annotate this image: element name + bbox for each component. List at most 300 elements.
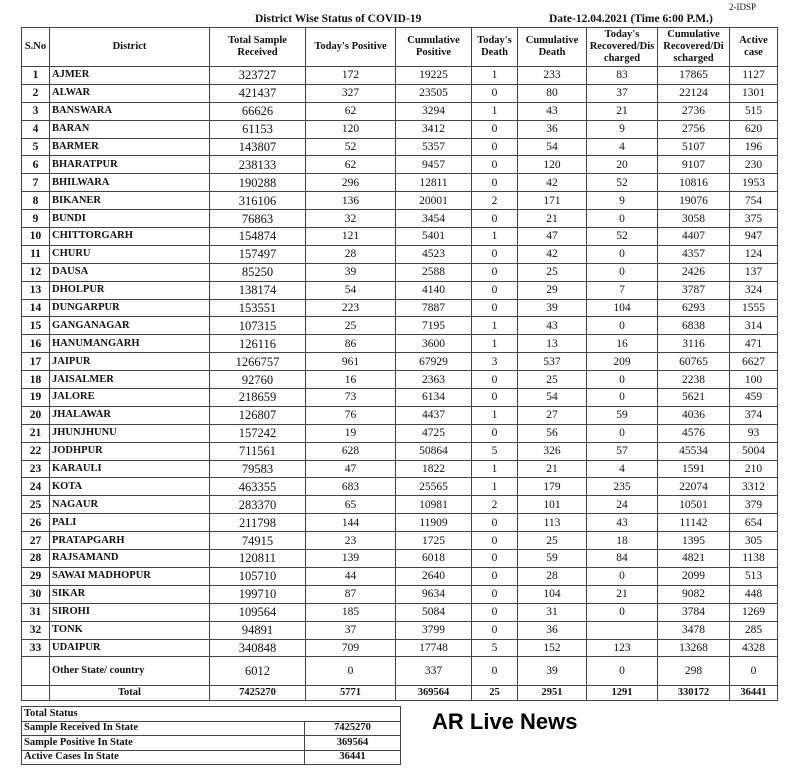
total-sample: 126807: [210, 406, 306, 424]
table-row: [22, 550, 778, 568]
cumulative-death: 29: [518, 281, 587, 299]
cumulative-positive: 3799: [396, 621, 472, 639]
serial-number: 20: [22, 406, 50, 424]
active-cases: 374: [730, 406, 778, 424]
serial-number: 12: [22, 263, 50, 281]
table-row: [22, 603, 778, 621]
cumulative-death: 25: [518, 263, 587, 281]
total-today-positive: 5771: [306, 686, 396, 701]
active-cases: 3312: [730, 478, 778, 496]
active-cases: 515: [730, 102, 778, 120]
district-status-table: [21, 27, 778, 701]
table-row: [22, 299, 778, 317]
total-sample: 1266757: [210, 353, 306, 371]
district-name: NAGAUR: [50, 496, 210, 514]
active-cases: 196: [730, 138, 778, 156]
cumulative-positive: 1725: [396, 532, 472, 550]
cumulative-positive: 7887: [396, 299, 472, 317]
today-positive: 296: [306, 174, 396, 192]
total-cumulative-recovered: 330172: [658, 686, 730, 701]
cumulative-positive: 25565: [396, 478, 472, 496]
table-body: [22, 67, 778, 701]
active-cases: 947: [730, 228, 778, 246]
today-positive: 120: [306, 120, 396, 138]
cumulative-death: 43: [518, 317, 587, 335]
today-positive: 52: [306, 138, 396, 156]
district-name: DUNGARPUR: [50, 299, 210, 317]
cumulative-death: 80: [518, 84, 587, 102]
district-name: JHUNJHUNU: [50, 424, 210, 442]
cumulative-death: 42: [518, 174, 587, 192]
today-death: 0: [472, 299, 518, 317]
table-row: [22, 496, 778, 514]
today-recovered: 84: [587, 550, 658, 568]
today-death: 1: [472, 460, 518, 478]
serial-number: 28: [22, 550, 50, 568]
today-death: 1: [472, 67, 518, 85]
cumulative-positive: 3454: [396, 210, 472, 228]
cumulative-positive: 12811: [396, 174, 472, 192]
cumulative-death: 28: [518, 567, 587, 585]
cumulative-positive: 4523: [396, 245, 472, 263]
cumulative-positive: 5357: [396, 138, 472, 156]
cumulative-death: 326: [518, 442, 587, 460]
today-positive: 54: [306, 281, 396, 299]
cumulative-positive: 17748: [396, 639, 472, 657]
table-row: [22, 281, 778, 299]
today-recovered: 83: [587, 67, 658, 85]
total-sample: 138174: [210, 281, 306, 299]
active-cases: 379: [730, 496, 778, 514]
table-row: [22, 585, 778, 603]
cumulative-death: 42: [518, 245, 587, 263]
cumulative-death: 56: [518, 424, 587, 442]
serial-number: 33: [22, 639, 50, 657]
table-row: [22, 639, 778, 657]
cumulative-positive: 2640: [396, 567, 472, 585]
total-sample: 126116: [210, 335, 306, 353]
serial-number: 32: [22, 621, 50, 639]
today-death: 0: [472, 532, 518, 550]
brand-watermark: AR Live News: [432, 709, 578, 734]
active-cases: 1555: [730, 299, 778, 317]
cumulative-recovered: 5107: [658, 138, 730, 156]
serial-number: 11: [22, 245, 50, 263]
district-name: JAISALMER: [50, 371, 210, 389]
serial-number: 21: [22, 424, 50, 442]
today-recovered: 0: [587, 657, 658, 686]
active-cases: 4328: [730, 639, 778, 657]
today-death: 0: [472, 603, 518, 621]
serial-number: 14: [22, 299, 50, 317]
today-death: 0: [472, 550, 518, 568]
today-positive: 76: [306, 406, 396, 424]
today-positive: 28: [306, 245, 396, 263]
district-name: PALI: [50, 514, 210, 532]
total-status-row: [22, 721, 401, 736]
total-sample: 74915: [210, 532, 306, 550]
total-sample: 6012: [210, 657, 306, 686]
today-recovered: 21: [587, 585, 658, 603]
today-death: 0: [472, 174, 518, 192]
today-death: 0: [472, 657, 518, 686]
table-row: [22, 406, 778, 424]
cumulative-recovered: 2426: [658, 263, 730, 281]
table-row: [22, 263, 778, 281]
cumulative-positive: 23505: [396, 84, 472, 102]
cumulative-recovered: 4576: [658, 424, 730, 442]
total-sample: 66626: [210, 102, 306, 120]
district-name: DHOLPUR: [50, 281, 210, 299]
table-row: [22, 371, 778, 389]
active-cases: 285: [730, 621, 778, 639]
cumulative-recovered: 22074: [658, 478, 730, 496]
today-positive: 39: [306, 263, 396, 281]
serial-number: 9: [22, 210, 50, 228]
active-cases: 375: [730, 210, 778, 228]
active-cases: 230: [730, 156, 778, 174]
cumulative-death: 113: [518, 514, 587, 532]
today-positive: 62: [306, 156, 396, 174]
table-row: [22, 389, 778, 407]
today-positive: 961: [306, 353, 396, 371]
total-sample: 199710: [210, 585, 306, 603]
cumulative-recovered: 4407: [658, 228, 730, 246]
district-name: PRATAPGARH: [50, 532, 210, 550]
cumulative-positive: 3412: [396, 120, 472, 138]
total-sample: 120811: [210, 550, 306, 568]
cumulative-recovered: 4036: [658, 406, 730, 424]
total-sample: 283370: [210, 496, 306, 514]
cumulative-death: 25: [518, 532, 587, 550]
table-row: [22, 460, 778, 478]
district-name: BANSWARA: [50, 102, 210, 120]
cumulative-positive: 1822: [396, 460, 472, 478]
active-cases: 324: [730, 281, 778, 299]
cumulative-recovered: 2238: [658, 371, 730, 389]
serial-number: 19: [22, 389, 50, 407]
active-cases: 448: [730, 585, 778, 603]
serial-number: 29: [22, 567, 50, 585]
serial-number: 22: [22, 442, 50, 460]
table-row: [22, 102, 778, 120]
cumulative-death: 39: [518, 299, 587, 317]
cumulative-death: 233: [518, 67, 587, 85]
active-cases: 754: [730, 192, 778, 210]
total-sample: 340848: [210, 639, 306, 657]
serial-number: 17: [22, 353, 50, 371]
serial-number: 10: [22, 228, 50, 246]
table-row: [22, 228, 778, 246]
cumulative-positive: 4725: [396, 424, 472, 442]
today-recovered: 123: [587, 639, 658, 657]
cumulative-recovered: 4821: [658, 550, 730, 568]
today-death: 1: [472, 478, 518, 496]
total-sample: 76863: [210, 210, 306, 228]
cumulative-death: 43: [518, 102, 587, 120]
cumulative-positive: 20001: [396, 192, 472, 210]
active-cases: 210: [730, 460, 778, 478]
today-death: 1: [472, 317, 518, 335]
today-death: 0: [472, 84, 518, 102]
active-cases: 5004: [730, 442, 778, 460]
today-positive: 144: [306, 514, 396, 532]
total-status-row: [22, 750, 401, 765]
total-sample: 711561: [210, 442, 306, 460]
total-sample: 107315: [210, 317, 306, 335]
today-recovered: 0: [587, 389, 658, 407]
today-positive: 121: [306, 228, 396, 246]
serial-number: 3: [22, 102, 50, 120]
table-row-total: [22, 686, 778, 701]
today-recovered: 0: [587, 424, 658, 442]
today-positive: 185: [306, 603, 396, 621]
today-death: 2: [472, 496, 518, 514]
cumulative-positive: 10981: [396, 496, 472, 514]
status-label: Sample Positive In State: [22, 736, 305, 751]
serial-number: 25: [22, 496, 50, 514]
total-status-heading: Total Status: [22, 707, 401, 722]
total-sample: 190288: [210, 174, 306, 192]
cumulative-recovered: 9082: [658, 585, 730, 603]
table-header-row: [22, 28, 778, 67]
total-sample: 94891: [210, 621, 306, 639]
total-sample: 85250: [210, 263, 306, 281]
serial-number: 6: [22, 156, 50, 174]
total-total-sample: 7425270: [210, 686, 306, 701]
district-name: BARMER: [50, 138, 210, 156]
today-death: 0: [472, 281, 518, 299]
active-cases: 137: [730, 263, 778, 281]
col-header: S.No: [22, 28, 50, 67]
serial-number: [22, 657, 50, 686]
today-recovered: 4: [587, 138, 658, 156]
total-sample: 105710: [210, 567, 306, 585]
serial-number: 8: [22, 192, 50, 210]
col-header: Today's Recovered/Dis charged: [587, 28, 658, 67]
district-name: Other State/ country: [50, 657, 210, 686]
active-cases: 513: [730, 567, 778, 585]
district-name: SIROHI: [50, 603, 210, 621]
district-name: CHITTORGARH: [50, 228, 210, 246]
table-row: [22, 567, 778, 585]
cumulative-recovered: 2756: [658, 120, 730, 138]
district-name: UDAIPUR: [50, 639, 210, 657]
today-death: 0: [472, 424, 518, 442]
total-sample: 157497: [210, 245, 306, 263]
table-row-other-state: [22, 657, 778, 686]
cumulative-death: 179: [518, 478, 587, 496]
today-recovered: 4: [587, 460, 658, 478]
serial-number: 15: [22, 317, 50, 335]
col-header: Active case: [730, 28, 778, 67]
serial-number: 27: [22, 532, 50, 550]
district-name: RAJSAMAND: [50, 550, 210, 568]
total-sample: 421437: [210, 84, 306, 102]
cumulative-death: 104: [518, 585, 587, 603]
active-cases: 1953: [730, 174, 778, 192]
active-cases: 1138: [730, 550, 778, 568]
cumulative-death: 120: [518, 156, 587, 174]
today-recovered: 16: [587, 335, 658, 353]
col-header: District: [50, 28, 210, 67]
status-value: 369564: [305, 736, 401, 751]
cumulative-death: 27: [518, 406, 587, 424]
serial-number: 13: [22, 281, 50, 299]
total-today-recovered: 1291: [587, 686, 658, 701]
total-sample: 218659: [210, 389, 306, 407]
today-death: 0: [472, 514, 518, 532]
today-recovered: 0: [587, 317, 658, 335]
total-label: Total: [50, 686, 210, 701]
today-positive: 65: [306, 496, 396, 514]
today-positive: 37: [306, 621, 396, 639]
active-cases: 654: [730, 514, 778, 532]
cumulative-positive: 337: [396, 657, 472, 686]
today-death: 1: [472, 102, 518, 120]
report-title: District Wise Status of COVID-19: [255, 13, 422, 25]
total-sample: 153551: [210, 299, 306, 317]
cumulative-recovered: 6293: [658, 299, 730, 317]
serial-number: [22, 686, 50, 701]
today-death: 0: [472, 371, 518, 389]
active-cases: 1127: [730, 67, 778, 85]
today-recovered: [587, 621, 658, 639]
total-sample: 79583: [210, 460, 306, 478]
cumulative-death: 171: [518, 192, 587, 210]
today-recovered: 18: [587, 532, 658, 550]
today-death: 0: [472, 389, 518, 407]
cumulative-recovered: 3784: [658, 603, 730, 621]
today-positive: 628: [306, 442, 396, 460]
cumulative-death: 47: [518, 228, 587, 246]
cumulative-positive: 6134: [396, 389, 472, 407]
today-death: 0: [472, 263, 518, 281]
today-positive: 19: [306, 424, 396, 442]
active-cases: 459: [730, 389, 778, 407]
serial-number: 26: [22, 514, 50, 532]
active-cases: 1269: [730, 603, 778, 621]
cumulative-recovered: 4357: [658, 245, 730, 263]
today-recovered: 21: [587, 102, 658, 120]
today-death: 2: [472, 192, 518, 210]
cumulative-positive: 9457: [396, 156, 472, 174]
today-positive: 87: [306, 585, 396, 603]
table-row: [22, 335, 778, 353]
col-header: Cumulative Recovered/Di scharged: [658, 28, 730, 67]
active-cases: 100: [730, 371, 778, 389]
total-sample: 463355: [210, 478, 306, 496]
table-row: [22, 138, 778, 156]
today-positive: 32: [306, 210, 396, 228]
district-name: ALWAR: [50, 84, 210, 102]
active-cases: 471: [730, 335, 778, 353]
cumulative-death: 152: [518, 639, 587, 657]
district-name: BHARATPUR: [50, 156, 210, 174]
col-header: Cumulative Death: [518, 28, 587, 67]
today-recovered: 24: [587, 496, 658, 514]
total-sample: 316106: [210, 192, 306, 210]
total-today-death: 25: [472, 686, 518, 701]
cumulative-positive: 4140: [396, 281, 472, 299]
cumulative-death: 13: [518, 335, 587, 353]
district-name: TONK: [50, 621, 210, 639]
table-row: [22, 245, 778, 263]
cumulative-death: 31: [518, 603, 587, 621]
today-positive: 25: [306, 317, 396, 335]
today-recovered: 59: [587, 406, 658, 424]
total-sample: 61153: [210, 120, 306, 138]
cumulative-positive: 9634: [396, 585, 472, 603]
today-death: 0: [472, 210, 518, 228]
table-row: [22, 353, 778, 371]
table-row: [22, 120, 778, 138]
cumulative-positive: 2588: [396, 263, 472, 281]
active-cases: 305: [730, 532, 778, 550]
cumulative-positive: 11909: [396, 514, 472, 532]
total-cumulative-positive: 369564: [396, 686, 472, 701]
today-death: 0: [472, 120, 518, 138]
cumulative-recovered: 3058: [658, 210, 730, 228]
total-sample: 238133: [210, 156, 306, 174]
cumulative-recovered: 3478: [658, 621, 730, 639]
cumulative-positive: 67929: [396, 353, 472, 371]
today-recovered: 0: [587, 263, 658, 281]
district-name: JHALAWAR: [50, 406, 210, 424]
today-recovered: 209: [587, 353, 658, 371]
district-name: AJMER: [50, 67, 210, 85]
today-positive: 0: [306, 657, 396, 686]
cumulative-positive: 2363: [396, 371, 472, 389]
today-death: 0: [472, 138, 518, 156]
today-positive: 683: [306, 478, 396, 496]
serial-number: 1: [22, 67, 50, 85]
district-name: JAIPUR: [50, 353, 210, 371]
today-positive: 327: [306, 84, 396, 102]
serial-number: 31: [22, 603, 50, 621]
table-row: [22, 442, 778, 460]
today-recovered: 57: [587, 442, 658, 460]
total-sample: 92760: [210, 371, 306, 389]
total-sample: 109564: [210, 603, 306, 621]
today-positive: 86: [306, 335, 396, 353]
district-name: JODHPUR: [50, 442, 210, 460]
district-name: HANUMANGARH: [50, 335, 210, 353]
today-recovered: 7: [587, 281, 658, 299]
total-sample: 154874: [210, 228, 306, 246]
today-recovered: 37: [587, 84, 658, 102]
cumulative-positive: 19225: [396, 67, 472, 85]
today-death: 0: [472, 621, 518, 639]
today-recovered: 0: [587, 603, 658, 621]
report-date: Date-12.04.2021 (Time 6:00 P.M.): [549, 13, 713, 25]
table-row: [22, 174, 778, 192]
today-recovered: 104: [587, 299, 658, 317]
cumulative-positive: 3294: [396, 102, 472, 120]
cumulative-death: 36: [518, 120, 587, 138]
serial-number: 4: [22, 120, 50, 138]
cumulative-recovered: 10816: [658, 174, 730, 192]
district-name: DAUSA: [50, 263, 210, 281]
active-cases: 620: [730, 120, 778, 138]
total-status-row: [22, 736, 401, 751]
district-name: BIKANER: [50, 192, 210, 210]
table-row: [22, 478, 778, 496]
cumulative-death: 21: [518, 460, 587, 478]
today-death: 1: [472, 228, 518, 246]
today-death: 0: [472, 245, 518, 263]
cumulative-recovered: 3116: [658, 335, 730, 353]
